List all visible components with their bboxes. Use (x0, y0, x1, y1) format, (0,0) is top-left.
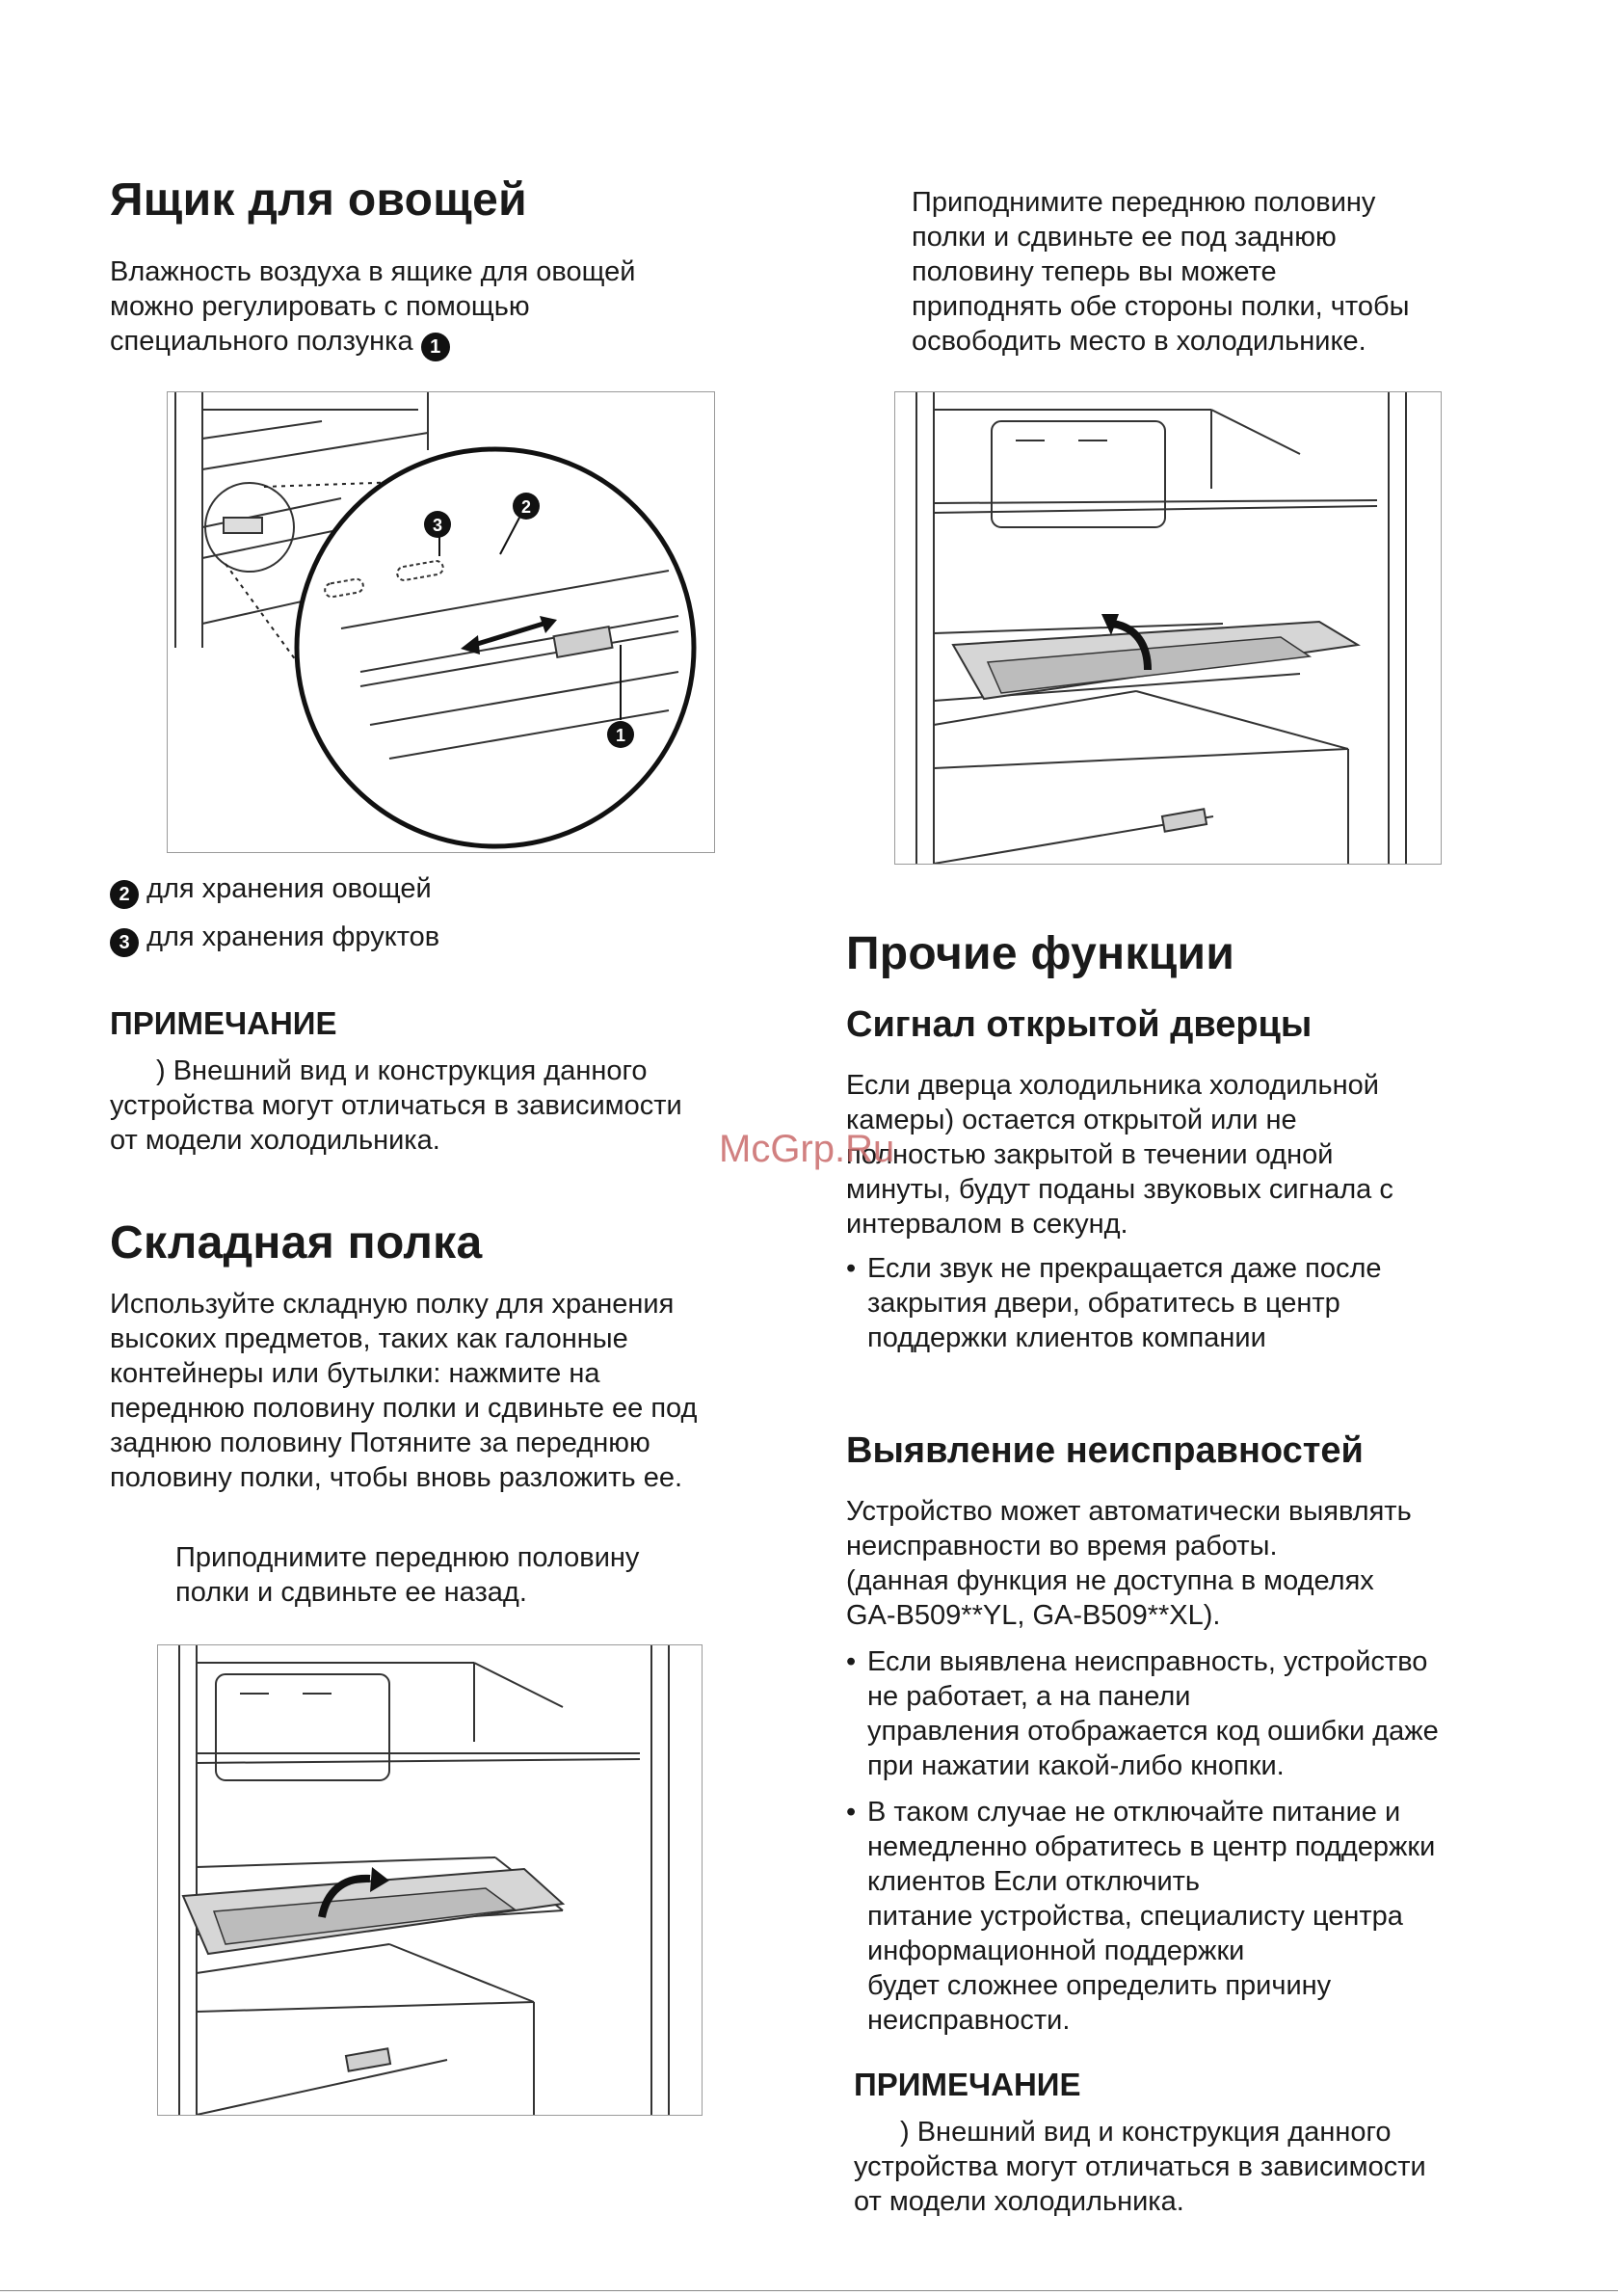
veg-drawer-title: Ящик для овощей (110, 174, 527, 226)
door-alarm-title: Сигнал открытой дверцы (846, 1004, 1313, 1045)
watermark: McGrp.Ru (719, 1128, 895, 1170)
svg-text:2: 2 (520, 497, 532, 517)
other-functions-title: Прочие функции (846, 928, 1235, 979)
folding-shelf-text: Используйте складную полку для хранения высоких предметов, таких как галонные контейнеры или бутылки: нажмите на переднюю половину полки и сдвиньте ее под заднюю половину Потяните за переднюю половину полки, чтобы вновь разложить ее. (110, 1289, 698, 1493)
folding-shelf-illustration-1 (158, 1645, 702, 2115)
note-heading-left: ПРИМЕЧАНИЕ (110, 1005, 337, 1041)
bottom-rule (0, 2290, 1618, 2291)
fault-bullet-2: • В таком случае не отключайте питание и немедленно обратитесь в центр поддержки клиентов Если отключить питание устройства, специалисту центра информационной поддержки будет сложнее определить причину неисправности. (846, 1797, 1436, 2036)
note-text-right: ) Внешний вид и конструкция данного устройства могут отличаться в зависимости от модели холодильника. (854, 2117, 1426, 2217)
fig1-badge-2 (513, 493, 540, 520)
door-alarm-bullet: • Если звук не прекращается даже после закрытия двери, обратитесь в центр поддержки клиентов компании (846, 1253, 1382, 1353)
folding-shelf-illustration-2 (895, 392, 1441, 864)
step-text-left: Приподнимите переднюю половину полки и сдвиньте ее назад. (175, 1542, 640, 1608)
folding-shelf-title: Складная полка (110, 1217, 483, 1268)
fig1-badge-3 (424, 511, 451, 538)
folding-shelf-figure-1 (157, 1644, 703, 2116)
legend-list (110, 871, 439, 957)
fault-bullet-1: • Если выявлена неисправность, устройство не работает, а на панели управления отображается код ошибки даже при нажатии какой-либо кнопки. (846, 1646, 1439, 1781)
svg-text:3: 3 (432, 516, 443, 535)
svg-text:1: 1 (615, 726, 626, 745)
folding-shelf-figure-2 (894, 391, 1442, 865)
badge-1: 1 (421, 333, 450, 361)
crisper-slider-figure (167, 391, 715, 853)
fault-detection-text: Устройство может автоматически выявлять неисправности во время работы. (данная функция не доступна в моделях GA-B509**YL, GA-B509**XL). (846, 1496, 1412, 1631)
fig1-badge-1 (607, 721, 634, 748)
door-alarm-text: Если дверца холодильника холодильной камеры) остается открытой или не полностью закрытой в течении одной минуты, будут поданы звуковых сигнала с интервалом в секунд. (846, 1070, 1393, 1240)
legend-item: 2 для хранения овощей (110, 871, 439, 909)
crisper-slider-illustration (168, 392, 714, 852)
veg-drawer-text: Влажность воздуха в ящике для овощей можно регулировать с помощью специального ползунка 1 (110, 254, 635, 361)
step-text-right: Приподнимите переднюю половину полки и сдвиньте ее под заднюю половину теперь вы можете приподнять обе стороны полки, чтобы освободить место в холодильнике. (912, 187, 1410, 357)
fault-detection-title: Выявление неисправностей (846, 1430, 1364, 1471)
note-heading-right: ПРИМЕЧАНИЕ (854, 2067, 1081, 2102)
note-text-left: ) Внешний вид и конструкция данного устройства могут отличаться в зависимости от модели холодильника. (110, 1055, 682, 1156)
legend-item: 3 для хранения фруктов (110, 920, 439, 957)
